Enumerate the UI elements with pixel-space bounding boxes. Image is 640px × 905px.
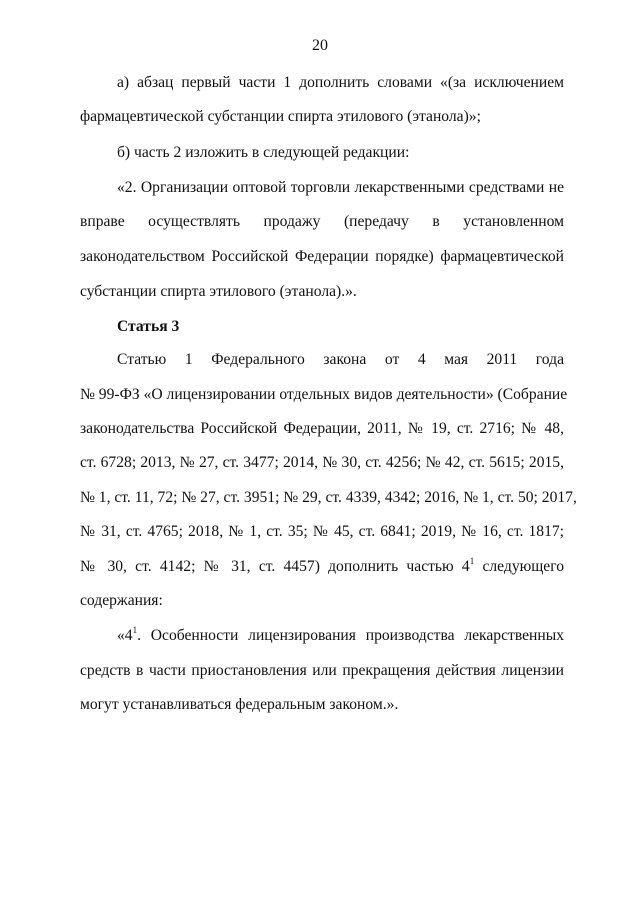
text-segment: № 30, ст. 4142; № 31, ст. 4457) дополнить частью 4 (80, 558, 470, 575)
text-line: ст. 6728; 2013, № 27, ст. 3477; 2014, № 30, ст. 4256; № 42, ст. 5615; 2015, (80, 454, 564, 471)
text-segment: следующего (474, 558, 565, 575)
text-line: «2. Организации оптовой торговли лекарственными средствами не (117, 179, 564, 196)
text-line: № 1, ст. 11, 72; № 27, ст. 3951; № 29, ст. 4339, 4342; 2016, № 1, ст. 50; 2017, (80, 489, 577, 506)
text-line: № 31, ст. 4765; 2018, № 1, ст. 35; № 45, ст. 6841; 2019, № 16, ст. 1817; (80, 523, 564, 540)
superscript: 1 (132, 625, 138, 635)
text-line: содержания: (80, 592, 163, 609)
text-line: фармацевтической субстанции спирта этилового (этанола)»; (80, 108, 481, 125)
superscript: 1 (469, 556, 475, 566)
text-line: вправе осуществлять продажу (передачу в установленном (80, 213, 564, 230)
text-line (80, 558, 564, 576)
page-number: 20 (312, 37, 328, 54)
article-heading: Статья 3 (117, 318, 180, 335)
text-segment: «4 (117, 627, 133, 644)
text-line: законодательством Российской Федерации порядке) фармацевтической (80, 248, 564, 265)
text-line: законодательства Российской Федерации, 2011, № 19, ст. 2716; № 48, (80, 420, 564, 437)
text-line: субстанции спирта этилового (этанола).». (80, 283, 357, 300)
text-line: могут устанавливаться федеральным законом.». (80, 696, 399, 713)
text-line: Статью 1 Федерального закона от 4 мая 2011 года (117, 351, 564, 368)
text-line (117, 627, 564, 645)
text-line: № 99-ФЗ «О лицензировании отдельных видов деятельности» (Собрание (80, 386, 568, 403)
text-line: б) часть 2 изложить в следующей редакции: (117, 144, 410, 161)
text-line: а) абзац первый части 1 дополнить словами «(за исключением (117, 74, 564, 91)
text-line: средств в части приостановления или прекращения действия лицензии (80, 662, 564, 679)
text-segment: . Особенности лицензирования производства лекарственных (137, 627, 564, 644)
